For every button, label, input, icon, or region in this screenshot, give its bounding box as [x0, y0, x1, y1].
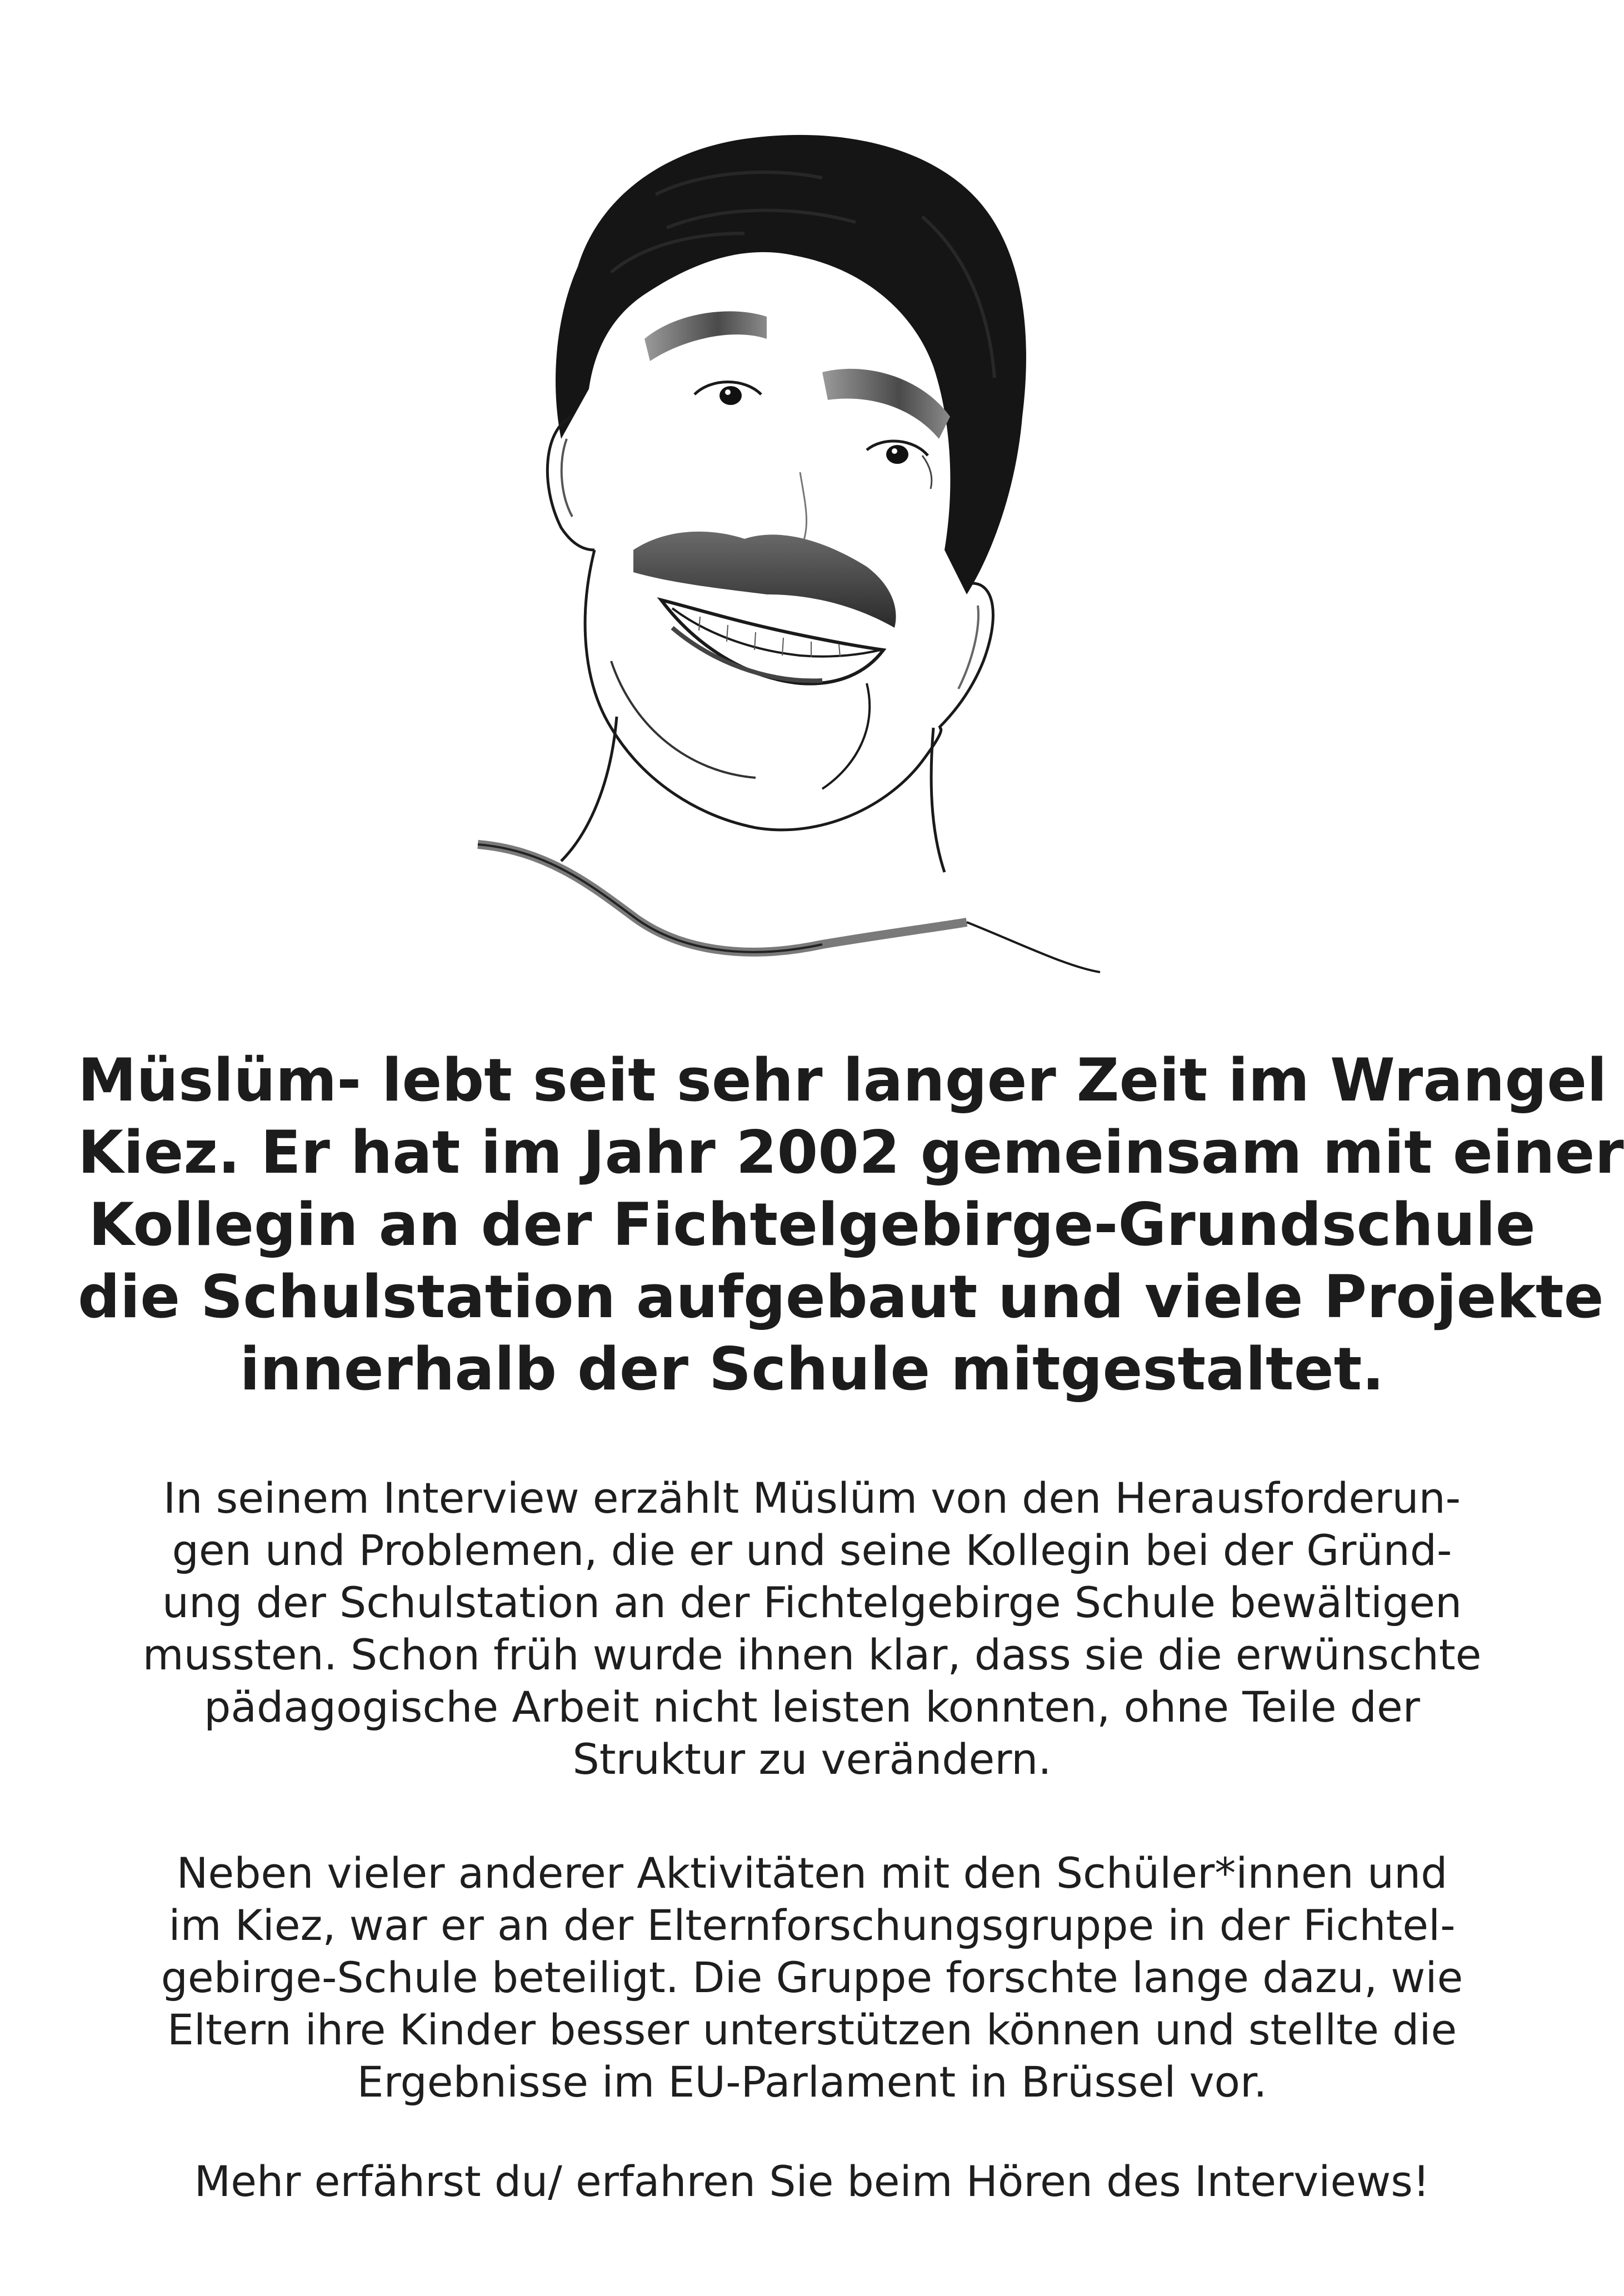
- activities-paragraph: [78, 1847, 1546, 2108]
- neck-left: [561, 717, 617, 861]
- closing-paragraph: [78, 2155, 1546, 2208]
- shoulder-line: [967, 922, 1100, 972]
- hair: [556, 135, 1026, 594]
- paragraph-line: ung der Schulstation an der Fichtelgebirge Schule bewältigen: [162, 1578, 1462, 1627]
- heading-line: Kiez. Er hat im Jahr 2002 gemeinsam mit einer: [78, 1118, 1624, 1187]
- neck-right: [931, 728, 945, 872]
- paragraph-line: Struktur zu verändern.: [572, 1734, 1052, 1784]
- paragraph-line: Mehr erfährst du/ erfahren Sie beim Hören des Interviews!: [194, 2157, 1430, 2206]
- right-eye: [867, 441, 932, 489]
- portrait-drawing: [433, 128, 1133, 994]
- right-ear: [939, 583, 993, 728]
- heading-line: Kollegin an der Fichtelgebirge-Grundschule: [88, 1190, 1536, 1259]
- paragraph-line: Neben vieler anderer Aktivitäten mit den Schüler*innen und: [176, 1848, 1448, 1898]
- paragraph-line: mussten. Schon früh wurde ihnen klar, dass sie die erwünschte: [142, 1630, 1482, 1679]
- right-eyebrow: [822, 369, 950, 439]
- paragraph-line: Ergebnisse im EU-Parlament in Brüssel vor.: [357, 2057, 1267, 2107]
- left-eye: [694, 382, 761, 406]
- paragraph-line: gebirge-Schule beteiligt. Die Gruppe forschte lange dazu, wie: [161, 1953, 1463, 2002]
- paragraph-line: In seinem Interview erzählt Müslüm von den Herausforderun-: [163, 1473, 1461, 1523]
- heading-line: Müslüm- lebt seit sehr langer Zeit im Wrangel: [78, 1046, 1607, 1114]
- paragraph-line: im Kiez, war er an der Elternforschungsgruppe in der Fichtel-: [168, 1900, 1456, 1950]
- cheek-line: [822, 683, 870, 789]
- interview-paragraph: [78, 1472, 1546, 1785]
- heading-line: innerhalb der Schule mitgestaltet.: [239, 1335, 1385, 1403]
- intro-heading: [78, 1044, 1624, 1405]
- heading-line: die Schulstation aufgebaut und viele Projekte: [78, 1263, 1604, 1331]
- paragraph-line: gen und Problemen, die er und seine Kollegin bei der Gründ-: [172, 1525, 1452, 1575]
- left-ear: [547, 417, 594, 550]
- paragraph-line: Eltern ihre Kinder besser unterstützen können und stellte die: [167, 2005, 1457, 2054]
- left-eyebrow: [644, 311, 767, 361]
- paragraph-line: pädagogische Arbeit nicht leisten konnten, ohne Teile der: [204, 1682, 1420, 1732]
- collar: [478, 844, 967, 952]
